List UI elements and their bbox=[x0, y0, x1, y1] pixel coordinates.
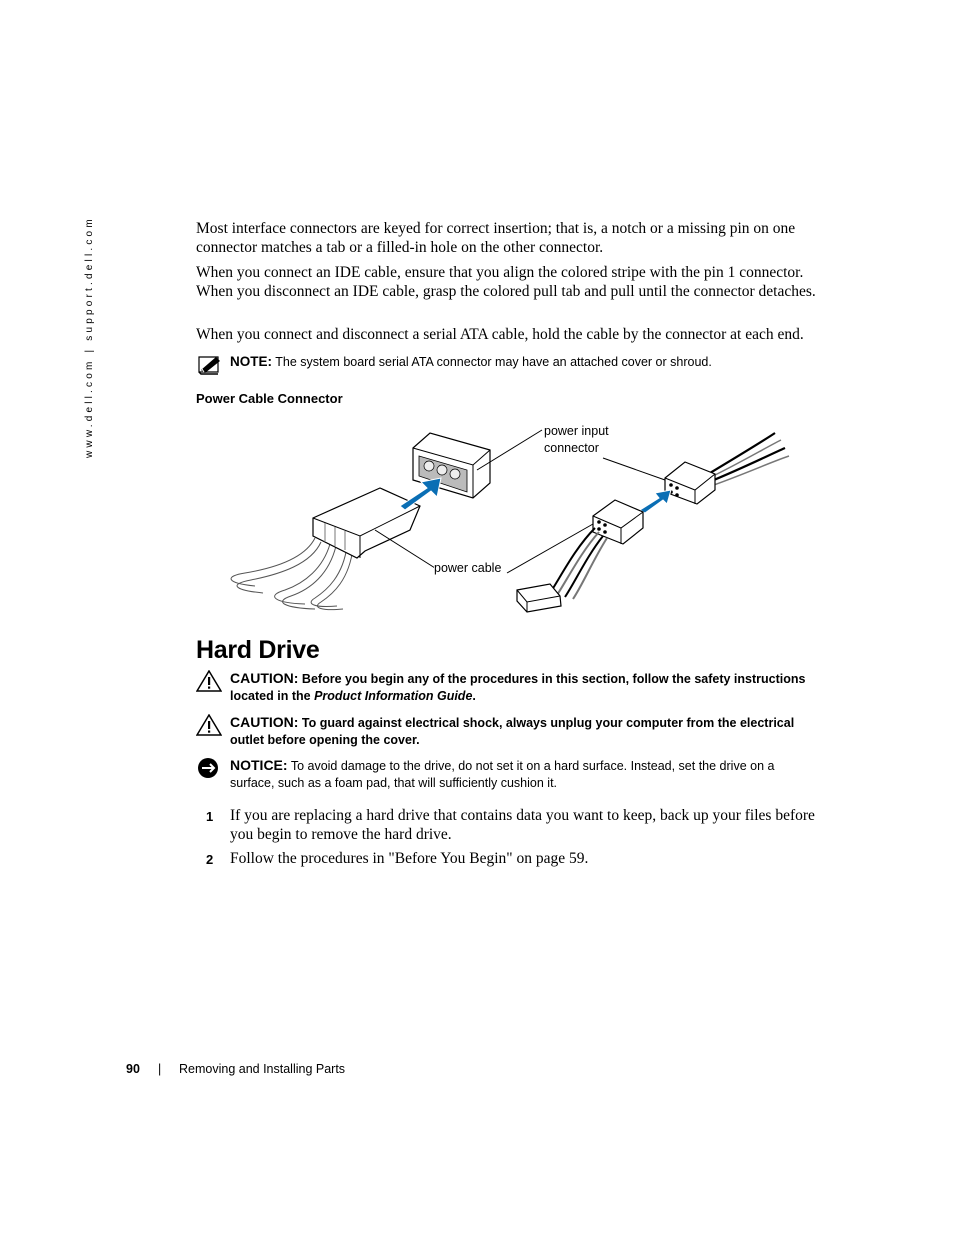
caution-triangle-icon bbox=[196, 714, 222, 738]
caution-body-end: . bbox=[472, 689, 476, 703]
caution-text-electrical bbox=[230, 714, 810, 749]
callout-power-input-connector: power input connector bbox=[544, 423, 634, 457]
caution-body: Before you begin any of the procedures in this section, follow the safety instructions located in the bbox=[230, 672, 806, 703]
notice-label: NOTICE: bbox=[230, 757, 288, 773]
page-number: 90 bbox=[126, 1062, 140, 1076]
notice-body: To avoid damage to the drive, do not set it on a hard surface. Instead, set the drive on a surface, such as a foam pad, that will sufficiently cushion it. bbox=[230, 759, 775, 790]
insert-arrow-right bbox=[640, 490, 671, 513]
paragraph-keyed-connectors: Most interface connectors are keyed for correct insertion; that is, a notch or a missing pin on one connector matches a tab or a filled-in hole on the other connector. bbox=[196, 220, 796, 256]
callout-power-cable: power cable bbox=[434, 561, 502, 575]
note-body: The system board serial ATA connector may have an attached cover or shroud. bbox=[275, 355, 712, 369]
footer-separator: | bbox=[158, 1062, 162, 1076]
section-title-hard-drive: Hard Drive bbox=[196, 636, 320, 664]
caution-label: CAUTION: bbox=[230, 670, 299, 686]
notice-stop-icon bbox=[196, 757, 222, 781]
power-cable-illustration bbox=[215, 418, 815, 623]
note-text bbox=[230, 353, 820, 371]
step-text: If you are replacing a hard drive that contains data you want to keep, back up your files before you begin to remove the hard drive. bbox=[230, 807, 815, 843]
caution-body: To guard against electrical shock, always unplug your computer from the electrical outlet before opening the cover. bbox=[230, 716, 795, 747]
figure-title: Power Cable Connector bbox=[196, 391, 343, 406]
sidebar-url: www.dell.com | support.dell.com bbox=[84, 216, 95, 458]
paragraph-ide-cable: When you connect an IDE cable, ensure that you align the colored stripe with the pin 1 connector. When you disconnect an IDE cable, grasp the colored pull tab and pull until the connector detaches. bbox=[196, 264, 816, 300]
product-information-guide-ref: Product Information Guide bbox=[314, 689, 473, 703]
paragraph-serial-ata: When you connect and disconnect a serial ATA cable, hold the cable by the connector at each end. bbox=[196, 326, 804, 343]
caution-text-safety bbox=[230, 670, 810, 705]
footer-chapter-title: Removing and Installing Parts bbox=[179, 1062, 346, 1076]
caution-triangle-icon bbox=[196, 670, 222, 694]
notice-text bbox=[230, 757, 810, 792]
power-cable-figure bbox=[215, 418, 815, 623]
caution-label: CAUTION: bbox=[230, 714, 299, 730]
note-label: NOTE: bbox=[230, 354, 272, 369]
step-text: Follow the procedures in "Before You Begin" on page 59. bbox=[230, 850, 589, 867]
note-pencil-icon bbox=[196, 353, 222, 377]
step-number: 2 bbox=[206, 852, 214, 867]
step-number: 1 bbox=[206, 809, 214, 824]
